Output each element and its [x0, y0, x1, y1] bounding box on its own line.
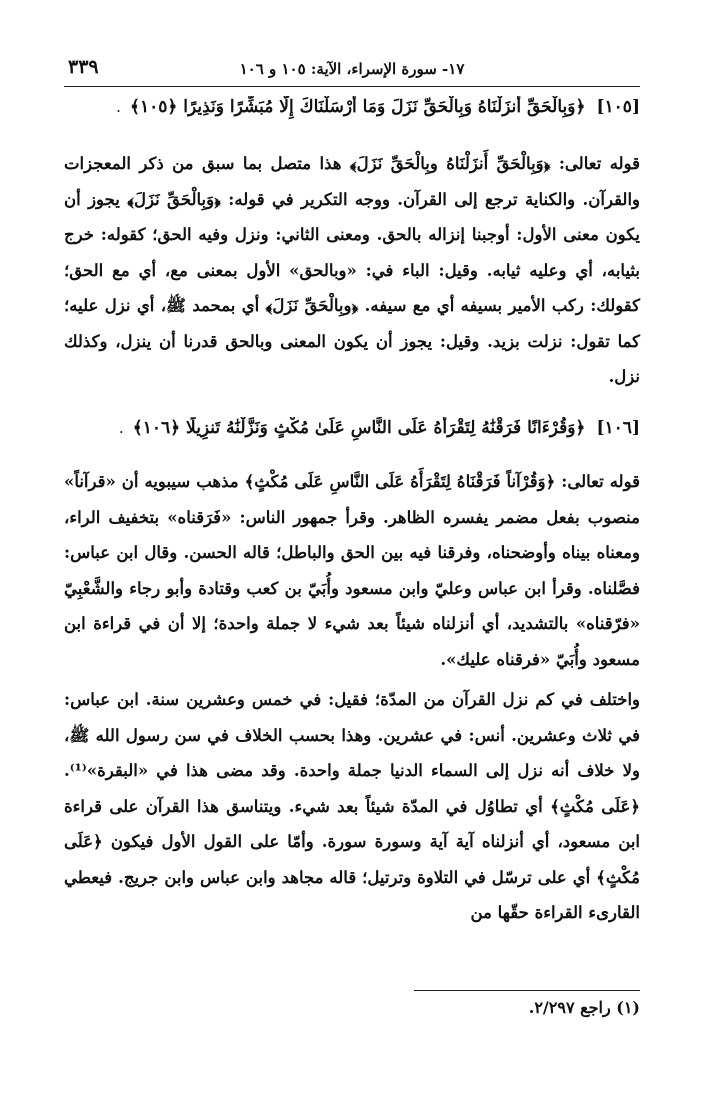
commentary-paragraph-106-b: واختلف في كم نزل القرآن من المدّة؛ فقيل: في خمس وعشرين سنة. ابن عباس: في ثلاث وعشرين. أنس: في عشرين. وهذا بحسب الخلاف في سن رسول الله ﷺ، ولا خلاف أنه نزل إلى السماء الدنيا جملة واحدة. وقد مضى هذا في «البقرة»⁽¹⁾. ﴿عَلَى مُكْثٍ﴾ أي تطاوُل في المدّة شيئاً بعد شيء. ويتناسق هذا القرآن على قراءة ابن مسعود، أي أنزلناه آية آية وسورة سورة. وأمّا على القول الأول فيكون ﴿عَلَى مُكْثٍ﴾ أي على ترسّل في التلاوة وترتيل؛ قاله مجاهد وابن عباس وابن جريج. فيعطي القارىء القراءة حقّها من	[64, 690, 640, 922]
verse-number: [١٠٦]	[596, 418, 640, 438]
verse-end-mark: .	[116, 98, 121, 116]
commentary-paragraph-105: قوله تعالى: ﴿وَبِالْحَقِّ أَنزَلْنَاهُ وبِالْحَقِّ نَزَلَ﴾ هذا متصل بما سبق من ذكر المعجزات والقرآن. والكناية ترجع إلى القرآن. ووجه التكرير في قوله: ﴿وَبِالْحَقِّ نَزَلَ﴾ يجوز أن يكون معنى الأول: أوجبنا إنزاله بالحق. ومعنى الثاني: ونزل وفيه الحق؛ كقوله: خرج بثيابه، أي وعليه ثيابه. وقيل: الباء في: «وبالحق» الأول بمعنى مع، أي مع الحق؛ كقولك: ركب الأمير بسيفه أي مع سيفه. ﴿وبِالْحَقِّ نَزَلَ﴾ أي بمحمد ﷺ، أي نزل عليه؛ كما تقول: نزلت بزيد. وقيل: يجوز أن يكون المعنى وبالحق قدرنا أن ينزل، وكذلك نزل.	[64, 154, 640, 386]
verse-105	[64, 96, 640, 130]
verse-end-mark: .	[118, 419, 124, 437]
footnote: (١) راجع ٢/٢٩٧.	[528, 998, 640, 1017]
page-header	[64, 52, 640, 87]
page-number: ٣٣٩	[68, 56, 99, 78]
running-title: ١٧- سورة الإسراء، الآية: ١٠٥ و ١٠٦	[239, 60, 465, 78]
footnote-divider	[414, 990, 640, 991]
commentary-paragraph-106-a: قوله تعالى: ﴿وَقُرْآناً فَرَقْنَاهُ لِتَقْرَأَهُ عَلَى النَّاسِ عَلَى مُكْثٍ﴾ مذهب سيبويه أن «قرآناً» منصوب بفعل مضمر يفسره الظاهر. وقرأ جمهور الناس: «فَرَقناه» بتخفيف الراء، ومعناه بيناه وأوضحناه، وفرقنا فيه بين الحق والباطل؛ قاله الحسن. وقال ابن عباس: فصَّلناه. وقرأ ابن عباس وعليّ وابن مسعود وأُبَيّ بن كعب وقتادة وأبو رجاء والشَّعْبِيّ «فرّقناه» بالتشديد، أي أنزلناه شيئاً بعد شيء لا جملة واحدة؛ إلا أن في قراءة ابن مسعود وأُبَيّ «فرقناه عليك».	[64, 472, 640, 669]
verse-text: ﴿وَبِالْحَقِّ أَنزَلْنَاهُ وَبِالْحَقِّ نَزَلَ وَمَا أَرْسَلْنَاكَ إِلَّا مُبَشِّرًا وَنَذِيرًا ﴿١٠٥﴾	[130, 97, 586, 117]
verse-106	[64, 417, 640, 451]
verse-number: [١٠٥]	[596, 97, 640, 117]
verse-text: ﴿وَقُرْءَانًا فَرَقْنَٰهُ لِتَقْرَأَهُ عَلَى النَّاسِ عَلَىٰ مُكْثٍ وَنَزَّلْنَٰهُ تَنزِيلًا ﴿١٠٦﴾	[132, 418, 586, 438]
